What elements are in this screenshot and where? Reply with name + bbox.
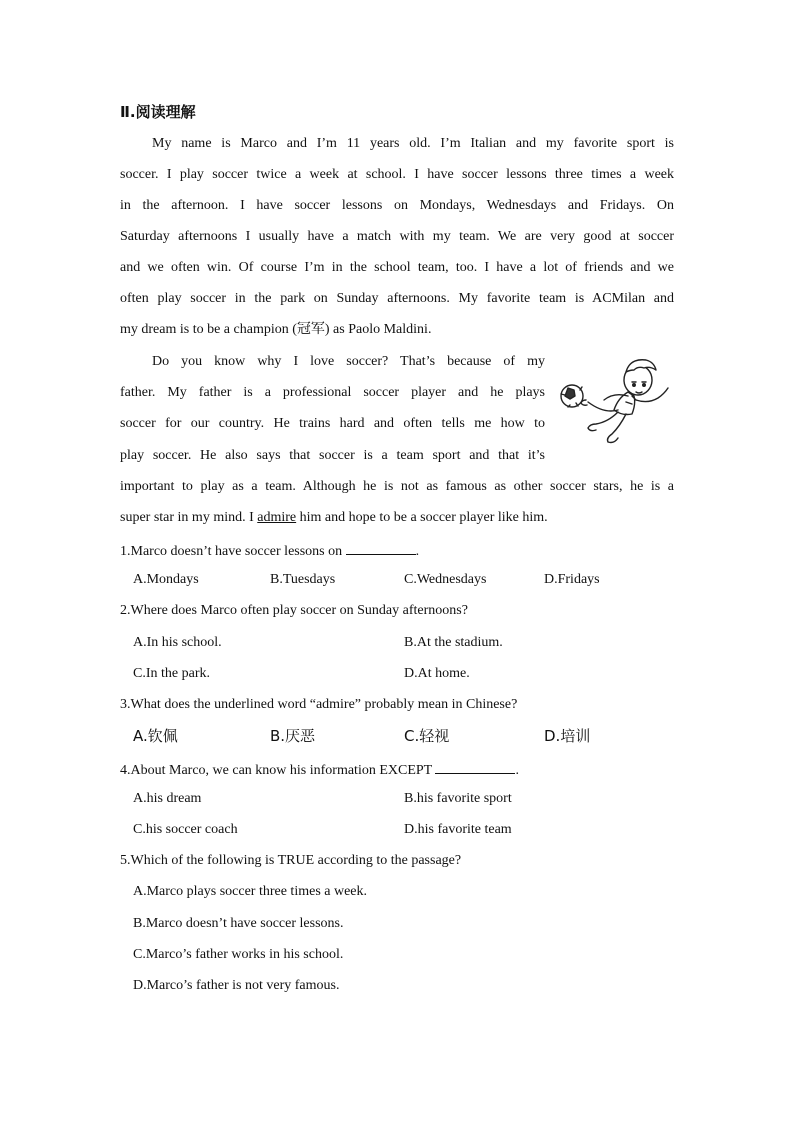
option-d[interactable]: D.Fridays [544,572,600,587]
option-a[interactable]: A.In his school. [133,635,222,650]
passage-line: Do you know why I love soccer? That’s because of my [152,354,545,369]
option-a[interactable]: A.his dream [133,791,202,806]
passage-line: and we often win. Of course I’m in the school team, too. I have a lot of friends and we [120,260,674,275]
question-stem: 4.About Marco, we can know his information EXCEPT [120,763,436,778]
question-5: 5.Which of the following is TRUE according to the passage? [120,853,462,868]
passage-line: soccer for our country. He trains hard and often tells me how to [120,416,545,431]
passage-text: him and hope to be a soccer player like him. [296,510,548,525]
question-stem: 1.Marco doesn’t have soccer lessons on [120,544,346,559]
option-b[interactable]: B.Marco doesn’t have soccer lessons. [133,916,344,931]
option-c[interactable]: C.In the park. [133,666,210,681]
option-a[interactable]: A.钦佩 [133,727,178,745]
passage-line: in the afternoon. I have soccer lessons on Mondays, Wednesdays and Fridays. On [120,198,674,213]
passage-text: super star in my mind. I [120,510,258,525]
question-4 [120,759,519,780]
answer-blank[interactable] [346,540,416,555]
option-c[interactable]: C.Wednesdays [404,572,487,587]
option-b[interactable]: B.Tuesdays [270,572,336,587]
option-b[interactable]: B.his favorite sport [404,791,512,806]
question-3: 3.What does the underlined word “admire” probably mean in Chinese? [120,697,518,712]
option-c[interactable]: C.Marco’s father works in his school. [133,947,344,962]
question-1 [120,540,419,561]
option-b[interactable]: B.At the stadium. [404,635,503,650]
soccer-player-illustration [556,352,676,448]
passage-line: My name is Marco and I’m 11 years old. I’m Italian and my favorite sport is [152,136,674,151]
option-d[interactable]: D.his favorite team [404,822,512,837]
question-2: 2.Where does Marco often play soccer on Sunday afternoons? [120,603,468,618]
question-stem-end: . [515,763,519,778]
option-d[interactable]: D.培训 [544,727,591,745]
question-stem-end: . [415,544,420,559]
answer-blank[interactable] [435,759,515,774]
option-a[interactable]: A.Marco plays soccer three times a week. [133,884,368,899]
underlined-word: admire [257,510,297,525]
passage-line: my dream is to be a champion (冠军) as Paolo Maldini. [120,322,432,337]
option-d[interactable]: D.At home. [404,666,470,681]
passage-line: often play soccer in the park on Sunday afternoons. My favorite team is ACMilan and [120,291,674,306]
option-d[interactable]: D.Marco’s father is not very famous. [133,978,340,993]
passage-line [120,509,674,527]
section-title: Ⅱ.阅读理解 [120,103,196,121]
passage-line: father. My father is a professional soccer player and he plays [120,385,545,400]
option-a[interactable]: A.Mondays [133,572,199,587]
option-c[interactable]: C.his soccer coach [133,822,238,837]
passage-line: play soccer. He also says that soccer is a team sport and that it’s [120,448,545,463]
option-b[interactable]: B.厌恶 [270,727,316,745]
passage-line: soccer. I play soccer twice a week at school. I have soccer lessons three times a week [120,167,674,182]
passage-line: Saturday afternoons I usually have a match with my team. We are very good at soccer [120,229,674,244]
option-c[interactable]: C.轻视 [404,727,450,745]
passage-line: important to play as a team. Although he is not as famous as other soccer stars, he is a [120,479,674,494]
